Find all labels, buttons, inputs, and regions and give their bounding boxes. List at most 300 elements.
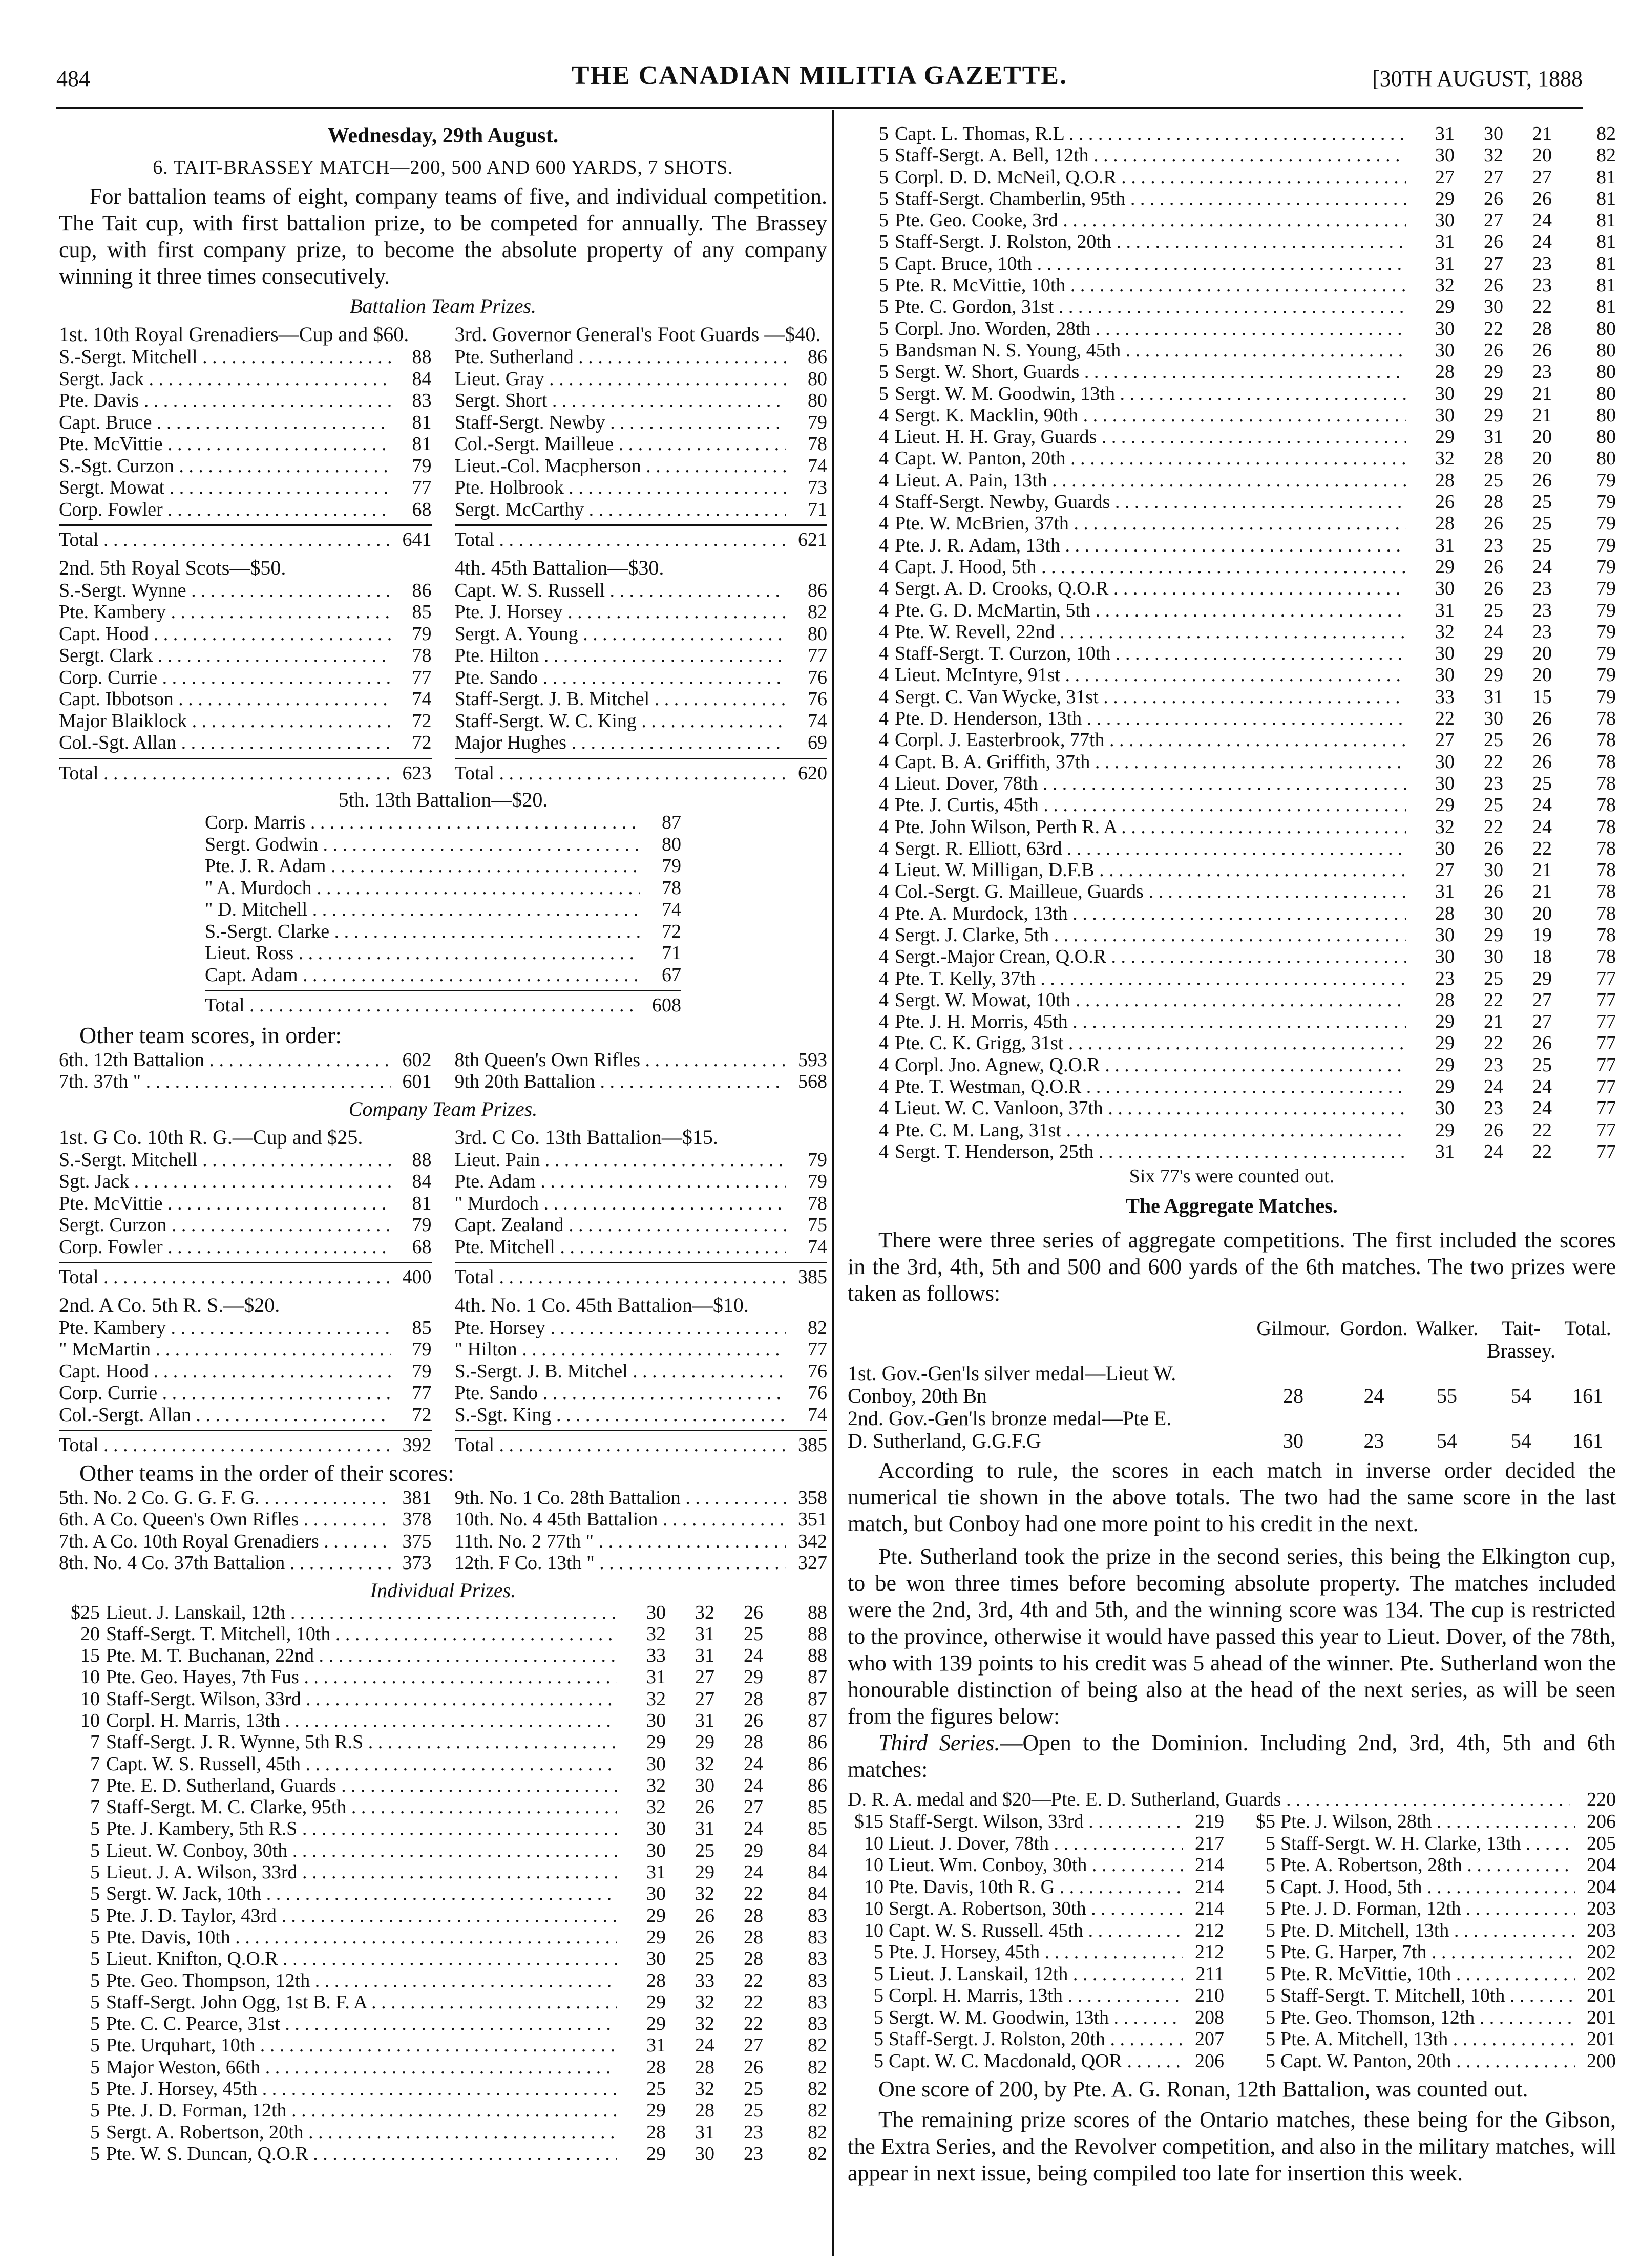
score-total: 77: [1596, 1011, 1616, 1033]
prize-row: [848, 773, 1616, 794]
prize-money: 4: [879, 708, 889, 730]
score-total: 82: [808, 2034, 827, 2057]
score-row: [455, 1339, 828, 1361]
shooter-score: 84: [412, 1171, 432, 1192]
range-score: 28: [1435, 469, 1455, 491]
third-series-row: [1239, 1854, 1616, 1876]
score-row: [59, 710, 432, 732]
team-block: [455, 556, 828, 785]
day-heading: Wednesday, 29th August.: [327, 124, 559, 147]
shooter-score: 76: [808, 1360, 827, 1382]
prize-money: 4: [879, 1119, 889, 1141]
third-series-row: [848, 1854, 1224, 1876]
team-block: [59, 323, 432, 551]
shooter-name: S.-Sgt. King . . .: [455, 1404, 787, 1426]
aggregate-tie-note: According to rule, the scores in each match in inverse order decided the numerical tie shown in the above totals. The two had the same score in the last match, but Conboy had one more point to his credit in the next.: [848, 1458, 1616, 1537]
range-score: 32: [695, 1601, 714, 1623]
team-column: [455, 1126, 828, 1288]
range-score: 25: [1532, 513, 1552, 535]
range-score: 26: [1484, 513, 1503, 535]
score-row: [455, 645, 828, 667]
range-score: 22: [1484, 816, 1503, 838]
prize-money: 5: [879, 339, 889, 361]
range-score: 29: [646, 1991, 666, 2013]
team-name: 6th. A Co. Queen's Own Rifles . . .: [59, 1509, 391, 1531]
range-score: 28: [1435, 989, 1455, 1011]
shooter-name: Pte. J. Horsey, 45th . . .: [106, 2078, 617, 2100]
shooter-name: Sergt. W. M. Goodwin, 13th . . .: [889, 2007, 1183, 2029]
score-row: [455, 1193, 828, 1215]
prize-row: [59, 1688, 827, 1710]
shooter-name: " Hilton . . .: [455, 1339, 787, 1361]
prize-money: 5: [879, 317, 889, 340]
range-score: 31: [1484, 686, 1503, 708]
team-total: 327: [798, 1552, 827, 1574]
aggregate-score: 161: [1572, 1384, 1603, 1408]
shooter-name: " A. Murdoch . . .: [205, 877, 640, 899]
prize-money: 5: [879, 361, 889, 383]
prize-row: [848, 1011, 1616, 1032]
prize-row: [59, 1645, 827, 1666]
range-score: 25: [1532, 772, 1552, 794]
prize-row: [59, 1883, 827, 1904]
score-row: [59, 667, 432, 689]
range-score: 30: [1435, 837, 1455, 859]
total-score: 641: [402, 529, 432, 550]
score-row: [455, 1317, 828, 1339]
team-block: [59, 1126, 432, 1288]
team-name: 5th. No. 2 Co. G. G. F. G. . . .: [59, 1487, 391, 1509]
shooter-score: 83: [412, 390, 432, 411]
range-score: 25: [744, 2100, 763, 2122]
range-score: 31: [1435, 252, 1455, 274]
shooter-score: 80: [808, 390, 827, 411]
range-score: 29: [1435, 1054, 1455, 1076]
score-row: [59, 688, 432, 710]
team-pair: [59, 1126, 827, 1288]
range-score: 28: [1435, 902, 1455, 924]
score-total: 88: [808, 1645, 827, 1667]
shooter-name: Pte. Mitchell . . .: [455, 1236, 787, 1258]
range-score: 29: [1484, 361, 1503, 383]
range-score: 30: [646, 1601, 666, 1623]
prize-row: [59, 1710, 827, 1731]
prize-row: [59, 1753, 827, 1775]
prize-money: 5: [1266, 2050, 1275, 2072]
score-row: [455, 1382, 828, 1404]
shooter-score: 67: [662, 964, 681, 986]
range-score: 31: [1435, 881, 1455, 903]
score-row: [205, 877, 681, 899]
prize-row: [848, 426, 1616, 448]
range-score: 21: [1484, 1011, 1503, 1033]
shooter-score: 68: [412, 498, 432, 520]
shooter-name: Corpl. D. D. McNeil, Q.O.R . . .: [895, 166, 1406, 188]
range-score: 26: [695, 1926, 714, 1948]
team-title: 4th. 45th Battalion—$30.: [454, 556, 664, 579]
shooter-name: Corpl. H. Marris, 13th . . .: [889, 1985, 1183, 2007]
shooter-score: 210: [1195, 1985, 1224, 2007]
shooter-score: 206: [1195, 2050, 1224, 2072]
range-score: 29: [646, 1926, 666, 1948]
score-row: [455, 1404, 828, 1426]
prize-money: 5: [1266, 1854, 1275, 1876]
right-column: [848, 123, 1616, 2187]
prize-money: 5: [1266, 1832, 1275, 1854]
prize-row: [848, 123, 1616, 144]
range-score: 24: [1532, 209, 1552, 231]
total-score: 385: [798, 1266, 827, 1288]
shooter-name: Staff-Sergt. T. Mitchell, 10th . . .: [1280, 1985, 1575, 2007]
prize-row: [848, 1141, 1616, 1162]
shooter-name: Major Hughes . . .: [455, 732, 787, 754]
range-score: 29: [1484, 404, 1503, 426]
shooter-name: Staff-Sergt. John Ogg, 1st B. F. A . . .: [106, 1991, 617, 2013]
prize-money: 10: [864, 1898, 883, 1920]
shooter-score: 79: [412, 1339, 432, 1360]
total-label: Total . . .: [455, 1266, 787, 1288]
prize-money: 5: [90, 2056, 100, 2078]
prize-money: 5: [1266, 1985, 1275, 2007]
shooter-name: " McMartin . . .: [59, 1339, 391, 1361]
shooter-score: 84: [412, 368, 432, 390]
shooter-name: Pte. T. Westman, Q.O.R . . .: [895, 1076, 1406, 1097]
prize-row: [59, 1840, 827, 1861]
shooter-name: Col.-Sergt. G. Mailleue, Guards . . .: [895, 881, 1406, 902]
score-total: 78: [1596, 794, 1616, 816]
second-series-text: Pte. Sutherland took the prize in the second series, this being the Elkington cup, to be won three times before becoming absolute property. The matches included were the 2nd, 3rd, 4th and 5th, and the winning score was 134. The cup is restricted to the province, otherwise it would have passed this year to Lieut. Dover, of the 78th, who with 139 points to his credit was 5 ahead of the winner. Pte. Sutherland won the honourable distinction of being also at the head of the next series, as will be seen from the figures below:: [848, 1544, 1616, 1729]
shooter-name: Corpl. Jno. Agnew, Q.O.R . . .: [895, 1054, 1406, 1076]
range-score: 32: [695, 1753, 714, 1775]
score-total: 83: [808, 1926, 827, 1948]
range-score: 32: [1435, 448, 1455, 470]
third-series-first: [848, 1788, 1616, 1811]
prize-money: 4: [879, 772, 889, 794]
score-row: [455, 732, 828, 754]
range-score: 27: [1484, 166, 1503, 188]
score-total: 79: [1596, 686, 1616, 708]
shooter-name: S.-Sergt. Mitchell . . .: [59, 1149, 391, 1171]
range-score: 19: [1532, 924, 1552, 946]
score-total: 86: [808, 1774, 827, 1796]
prize-row: [848, 816, 1616, 838]
shooter-score: 80: [808, 368, 827, 390]
team-score: [59, 1509, 432, 1531]
team-score: [455, 1552, 828, 1574]
shooter-name: Pte. Adam . . .: [455, 1171, 787, 1193]
range-score: 26: [1532, 339, 1552, 361]
range-score: 30: [646, 1948, 666, 1970]
score-total: 79: [1596, 621, 1616, 643]
team-column: [59, 1294, 432, 1456]
shooter-name: Pte. C. C. Pearce, 31st . . .: [106, 2013, 617, 2034]
prize-row: [848, 643, 1616, 664]
prize-money: 5: [874, 1963, 883, 1985]
shooter-score: 74: [412, 688, 432, 710]
shooter-score: 208: [1195, 2006, 1224, 2028]
shooter-name: Capt. Ibbotson . . .: [59, 688, 391, 710]
range-score: 30: [1484, 902, 1503, 924]
prize-row: [59, 1731, 827, 1753]
range-score: 31: [1435, 123, 1455, 144]
range-score: 30: [695, 2143, 714, 2165]
shooter-name: Major Blaiklock . . .: [59, 710, 391, 732]
prize-money: 5: [90, 1904, 100, 1926]
prize-money: 4: [879, 1097, 889, 1119]
score-total: 82: [1596, 123, 1616, 144]
score-row: [59, 645, 432, 667]
score-row: [59, 390, 432, 412]
third-series-row: [848, 1941, 1224, 1963]
score-total: 84: [808, 1861, 827, 1883]
range-score: 30: [1435, 383, 1455, 405]
shooter-name: Sergt. T. Henderson, 25th . . .: [895, 1141, 1406, 1162]
total-label: Total . . .: [205, 994, 640, 1016]
range-score: 27: [744, 2034, 763, 2057]
shooter-name: Lieut. Gray . . .: [455, 368, 787, 390]
range-score: 29: [646, 2100, 666, 2122]
aggregate-score: 24: [1363, 1384, 1384, 1408]
prize-money: 10: [864, 1919, 883, 1941]
prize-money: 4: [879, 578, 889, 600]
shooter-name: Lieut. Knifton, Q.O.R . . .: [106, 1948, 617, 1969]
range-score: 30: [1435, 643, 1455, 665]
score-row: [59, 346, 432, 368]
prize-winner: D. R. A. medal and $20—Pte. E. D. Sutherland, Guards . . .: [848, 1788, 1570, 1811]
shooter-name: Sergt. C. Van Wycke, 31st . . .: [895, 686, 1406, 708]
score-row: [205, 834, 681, 856]
range-score: 20: [1532, 448, 1552, 470]
shooter-score: 74: [808, 1404, 827, 1426]
prize-row: [848, 621, 1616, 643]
total-row: [455, 524, 828, 551]
range-score: 26: [1484, 274, 1503, 296]
aggregate-row: [848, 1385, 1616, 1407]
aggregate-intro: There were three series of aggregate competitions. The first included the scores in the 3rd, 4th, 5th and 500 and 600 yards of the 6th matches. The two prizes were taken as follows:: [848, 1227, 1616, 1306]
total-row: [59, 1262, 432, 1288]
prize-money: 5: [874, 2006, 883, 2028]
range-score: 29: [1435, 1011, 1455, 1033]
prize-money: 10: [864, 1832, 883, 1854]
shooter-score: 74: [662, 899, 681, 920]
shooter-name: Lieut.-Col. Macpherson . . .: [455, 455, 787, 477]
team-name: 8th Queen's Own Rifles . . .: [455, 1049, 787, 1071]
prize-row: [848, 253, 1616, 274]
third-series-row: [848, 1898, 1224, 1920]
prize-row: [848, 166, 1616, 188]
third-series-row: [848, 1833, 1224, 1855]
shooter-score: 87: [662, 812, 681, 833]
shooter-name: Corp. Fowler . . .: [59, 499, 391, 521]
shooter-name: Pte. Sando . . .: [455, 667, 787, 689]
shooter-name: Staff-Sergt. J. R. Wynne, 5th R.S . . .: [106, 1731, 617, 1753]
range-score: 22: [1484, 751, 1503, 773]
shooter-name: Pte. McVittie . . .: [59, 433, 391, 455]
prize-money: 4: [879, 1140, 889, 1162]
shooter-score: 79: [412, 623, 432, 645]
shooter-name: Pte. J. D. Taylor, 43rd . . .: [106, 1905, 617, 1926]
score-row: [455, 390, 828, 412]
shooter-score: 203: [1587, 1898, 1616, 1920]
range-score: 28: [744, 1926, 763, 1948]
shooter-name: S.-Sergt. Wynne . . .: [59, 580, 391, 602]
prize-row: [848, 144, 1616, 166]
shooter-name: Staff-Sergt. W. H. Clarke, 13th . . .: [1280, 1833, 1575, 1855]
shooter-score: 201: [1587, 2006, 1616, 2028]
score-total: 79: [1596, 491, 1616, 513]
shooter-name: Capt. W. Panton, 20th . . .: [1280, 2050, 1575, 2072]
shooter-score: 80: [662, 833, 681, 855]
range-score: 31: [646, 1666, 666, 1688]
total-label: Total . . .: [455, 529, 787, 551]
range-score: 22: [744, 2013, 763, 2035]
prize-money: 5: [879, 252, 889, 274]
team-score: [59, 1552, 432, 1574]
shooter-score: 212: [1195, 1941, 1224, 1963]
shooter-name: Capt. W. S. Russell. 45th . . .: [889, 1920, 1183, 1942]
shooter-name: Pte. R. McVittie, 10th . . .: [1280, 1963, 1575, 1985]
range-score: 25: [1484, 729, 1503, 751]
battalion-team-caption: Battalion Team Prizes.: [349, 294, 537, 317]
prize-money: 15: [80, 1645, 100, 1667]
prize-money: 4: [879, 946, 889, 968]
score-row: [455, 710, 828, 732]
shooter-name: Sgt. Jack . . .: [59, 1171, 391, 1193]
shooter-name: Pte. Geo. Thomson, 12th . . .: [1280, 2007, 1575, 2029]
total-row: [205, 990, 681, 1016]
score-total: 77: [1596, 1054, 1616, 1076]
range-score: 26: [1532, 708, 1552, 730]
score-row: [59, 1382, 432, 1404]
range-score: 29: [1484, 383, 1503, 405]
total-score: 400: [402, 1266, 432, 1288]
other-teams-order-title: Other teams in the order of their scores:: [79, 1459, 454, 1486]
other-teams-order: [59, 1487, 827, 1574]
score-total: 87: [808, 1688, 827, 1710]
range-score: 25: [1484, 469, 1503, 491]
issue-date: [30TH AUGUST, 1888: [1372, 66, 1583, 91]
shooter-score: 79: [412, 1214, 432, 1236]
range-score: 30: [1484, 859, 1503, 881]
range-score: 23: [1532, 599, 1552, 621]
range-score: 31: [646, 2034, 666, 2057]
range-score: 26: [1484, 578, 1503, 600]
range-score: 28: [1484, 448, 1503, 470]
shooter-name: S.-Sergt. J. B. Mitchel . . .: [455, 1361, 787, 1383]
header-spacer: [848, 1317, 1250, 1362]
shooter-score: 201: [1587, 2028, 1616, 2050]
counted-out-note: Six 77's were counted out.: [1129, 1165, 1335, 1188]
shooter-name: Sergt. W. Short, Guards . . .: [895, 361, 1406, 383]
score-row: [59, 1193, 432, 1215]
score-total: 77: [1596, 967, 1616, 989]
range-score: 27: [695, 1666, 714, 1688]
score-total: 81: [1596, 296, 1616, 318]
range-score: 23: [744, 2121, 763, 2143]
shooter-score: 79: [412, 1360, 432, 1382]
shooter-score: 77: [808, 1339, 827, 1360]
shooter-score: 214: [1195, 1854, 1224, 1876]
score-pair: [59, 1049, 827, 1071]
score-pair: [59, 1487, 827, 1509]
shooter-score: 78: [662, 877, 681, 899]
individual-prizes-caption: Individual Prizes.: [370, 1578, 516, 1602]
shooter-name: Lieut. A. Pain, 13th . . .: [895, 470, 1406, 491]
prize-row: [59, 1775, 827, 1796]
team-total: 593: [798, 1049, 827, 1071]
total-row: [59, 524, 432, 551]
score-total: 81: [1596, 166, 1616, 188]
team-score: [455, 1487, 828, 1509]
prize-money: 5: [879, 231, 889, 253]
team-score: [59, 1531, 432, 1553]
prize-money: 5: [90, 2078, 100, 2100]
prize-money: 7: [90, 1796, 100, 1818]
team-name: 8th. No. 4 Co. 37th Battalion . . .: [59, 1552, 391, 1574]
shooter-name: Pte. A. Robertson, 28th . . .: [1280, 1854, 1575, 1876]
shooter-name: Corp. Currie . . .: [59, 1382, 391, 1404]
range-score: 22: [1484, 1032, 1503, 1054]
third-series-row: [1239, 1833, 1616, 1855]
shooter-score: 85: [412, 601, 432, 623]
prize-money: 5: [879, 123, 889, 144]
score-row: [59, 1214, 432, 1236]
prize-money: 5: [1266, 1941, 1275, 1963]
team-total: 375: [402, 1530, 432, 1552]
score-row: [455, 346, 828, 368]
shooter-name: Col.-Sergt. Mailleue . . .: [455, 433, 787, 455]
third-series-row: [848, 1876, 1224, 1898]
shooter-name: Pte. T. Kelly, 37th . . .: [895, 968, 1406, 989]
score-total: 79: [1596, 534, 1616, 556]
score-total: 81: [1596, 187, 1616, 209]
shooter-name: Corpl. J. Easterbrook, 77th . . .: [895, 729, 1406, 751]
score-row: [205, 942, 681, 964]
team-name: 10th. No. 4 45th Battalion . . .: [455, 1509, 787, 1531]
shooter-score: 202: [1587, 1963, 1616, 1985]
shooter-score: 79: [808, 1149, 827, 1171]
shooter-score: 200: [1587, 2050, 1616, 2072]
range-score: 25: [744, 2078, 763, 2100]
shooter-name: Pte. J. Horsey . . .: [455, 601, 787, 623]
prize-row: [848, 903, 1616, 924]
range-score: 29: [1484, 664, 1503, 686]
prize-row: [59, 2034, 827, 2056]
team-title: 5th. 13th Battalion—$20.: [338, 788, 548, 811]
range-score: 25: [1484, 599, 1503, 621]
prize-money: 5: [90, 2143, 100, 2165]
range-score: 20: [1532, 144, 1552, 166]
score-row: [205, 921, 681, 943]
prize-money: 5: [1266, 2028, 1275, 2050]
range-score: 22: [1532, 1140, 1552, 1162]
range-score: 30: [1435, 339, 1455, 361]
third-series-row: [1239, 1941, 1616, 1963]
shooter-name: Pte. Sutherland . . .: [455, 346, 787, 368]
prize-row: [848, 686, 1616, 708]
score-row: [59, 1317, 432, 1339]
shooter-name: Sergt. Mowat . . .: [59, 477, 391, 499]
third-series-row: [848, 1985, 1224, 2007]
range-score: 28: [646, 2056, 666, 2078]
shooter-name: Corp. Marris . . .: [205, 812, 640, 834]
range-score: 29: [1435, 556, 1455, 578]
team-total: 358: [798, 1487, 827, 1509]
range-score: 24: [744, 1818, 763, 1840]
shooter-score: 207: [1195, 2028, 1224, 2050]
range-score: 26: [744, 2056, 763, 2078]
team-total: 342: [798, 1530, 827, 1552]
